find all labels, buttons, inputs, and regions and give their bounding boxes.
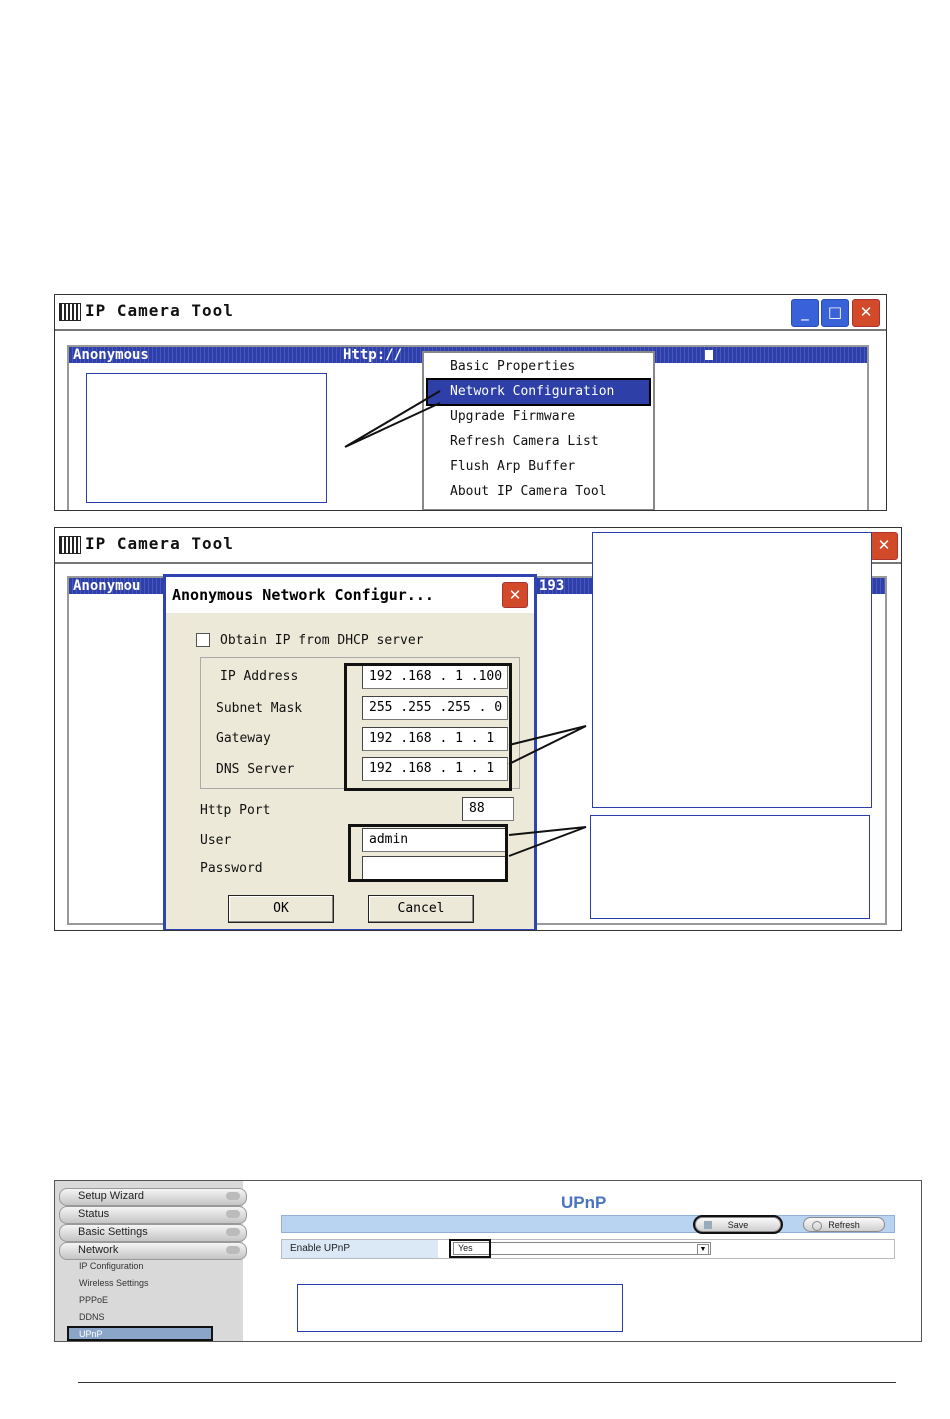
dialog-close-icon[interactable]: ✕ [502, 582, 528, 608]
footer-divider [78, 1382, 896, 1383]
user-field[interactable]: admin [362, 828, 508, 852]
select-highlight [449, 1239, 491, 1258]
sidebar-item-basic-settings[interactable] [59, 1224, 247, 1242]
menu-refresh-camera-list[interactable]: Refresh Camera List [450, 434, 599, 449]
save-icon [704, 1221, 712, 1229]
callout-pointer [55, 295, 887, 511]
menu-basic-properties[interactable]: Basic Properties [450, 359, 576, 374]
sidebar-item-setup-wizard[interactable] [59, 1188, 247, 1206]
ip-address-label: IP Address [220, 669, 299, 684]
menu-network-configuration[interactable]: Network Configuration [428, 380, 649, 404]
gateway-label: Gateway [216, 731, 271, 746]
dns-server-label: DNS Server [216, 762, 295, 777]
chevron-down-icon [226, 1210, 240, 1218]
sidebar-label: Setup Wizard [78, 1190, 145, 1202]
sidebar-label: Status [78, 1208, 110, 1220]
enable-upnp-select[interactable] [453, 1242, 711, 1255]
save-button[interactable] [695, 1217, 781, 1232]
menu-upgrade-firmware[interactable]: Upgrade Firmware [450, 409, 576, 424]
subnet-mask-field[interactable]: 255 .255 .255 . 0 [362, 696, 508, 720]
web-ui-upnp [54, 1180, 922, 1342]
sidebar-item-status[interactable] [59, 1206, 247, 1224]
sidebar-item-network[interactable] [59, 1242, 247, 1260]
refresh-label: Refresh [828, 1220, 860, 1230]
save-label: Save [727, 1220, 749, 1230]
chevron-down-icon [226, 1192, 240, 1200]
user-label: User [200, 833, 232, 848]
dhcp-label: Obtain IP from DHCP server [220, 633, 424, 648]
close-icon[interactable]: ✕ [870, 532, 898, 560]
callout-box-upnp [297, 1284, 623, 1332]
chevron-down-icon: ▼ [697, 1244, 709, 1255]
gateway-field[interactable]: 192 .168 . 1 . 1 [362, 727, 508, 751]
header-name: Anonymou [73, 578, 141, 594]
ip-address-field[interactable]: 192 .168 . 1 .100 [362, 665, 508, 689]
refresh-icon [812, 1221, 822, 1231]
ip-camera-tool-window-1 [54, 294, 887, 511]
sidebar-label: Basic Settings [78, 1226, 148, 1238]
header-name: Anonymous [73, 347, 149, 363]
ip-camera-tool-window-2 [54, 527, 902, 931]
subitem-upnp[interactable] [67, 1326, 213, 1341]
minimize-icon[interactable]: _ [791, 299, 819, 327]
subitem-ip-configuration[interactable]: IP Configuration [79, 1261, 144, 1271]
refresh-button[interactable] [803, 1217, 885, 1232]
close-icon[interactable]: ✕ [852, 299, 880, 327]
page-title: UPnP [561, 1193, 607, 1212]
window-title: IP Camera Tool [85, 534, 234, 553]
http-port-field[interactable]: 88 [462, 797, 514, 821]
sidebar [55, 1181, 243, 1341]
subitem-wireless-settings[interactable]: Wireless Settings [79, 1278, 149, 1288]
dialog-title: Anonymous Network Configur... [166, 577, 534, 613]
enable-upnp-label: Enable UPnP [290, 1243, 351, 1254]
sidebar-label: Network [78, 1244, 119, 1256]
window-title: IP Camera Tool [85, 301, 234, 320]
callout-pointers [55, 528, 902, 931]
password-label: Password [200, 861, 263, 876]
chevron-down-icon [226, 1228, 240, 1236]
subitem-ddns[interactable]: DDNS [79, 1312, 105, 1322]
subitem-pppoe[interactable]: PPPoE [79, 1295, 109, 1305]
subitem-upnp-label: UPnP [79, 1329, 103, 1339]
maximize-icon[interactable]: □ [821, 299, 849, 327]
enable-upnp-label-cell [282, 1240, 438, 1258]
header-http: Http:// [343, 347, 403, 363]
chevron-down-icon [226, 1246, 240, 1254]
ok-button[interactable]: OK [228, 895, 334, 923]
subnet-mask-label: Subnet Mask [216, 701, 303, 716]
header-ip: 193 [539, 578, 565, 594]
menu-flush-arp-buffer[interactable]: Flush Arp Buffer [450, 459, 576, 474]
cancel-button[interactable]: Cancel [368, 895, 474, 923]
dns-server-field[interactable]: 192 .168 . 1 . 1 [362, 757, 508, 781]
enable-upnp-value: Yes [458, 1243, 473, 1253]
http-port-label: Http Port [200, 803, 271, 818]
menu-about[interactable]: About IP Camera Tool [450, 484, 607, 499]
